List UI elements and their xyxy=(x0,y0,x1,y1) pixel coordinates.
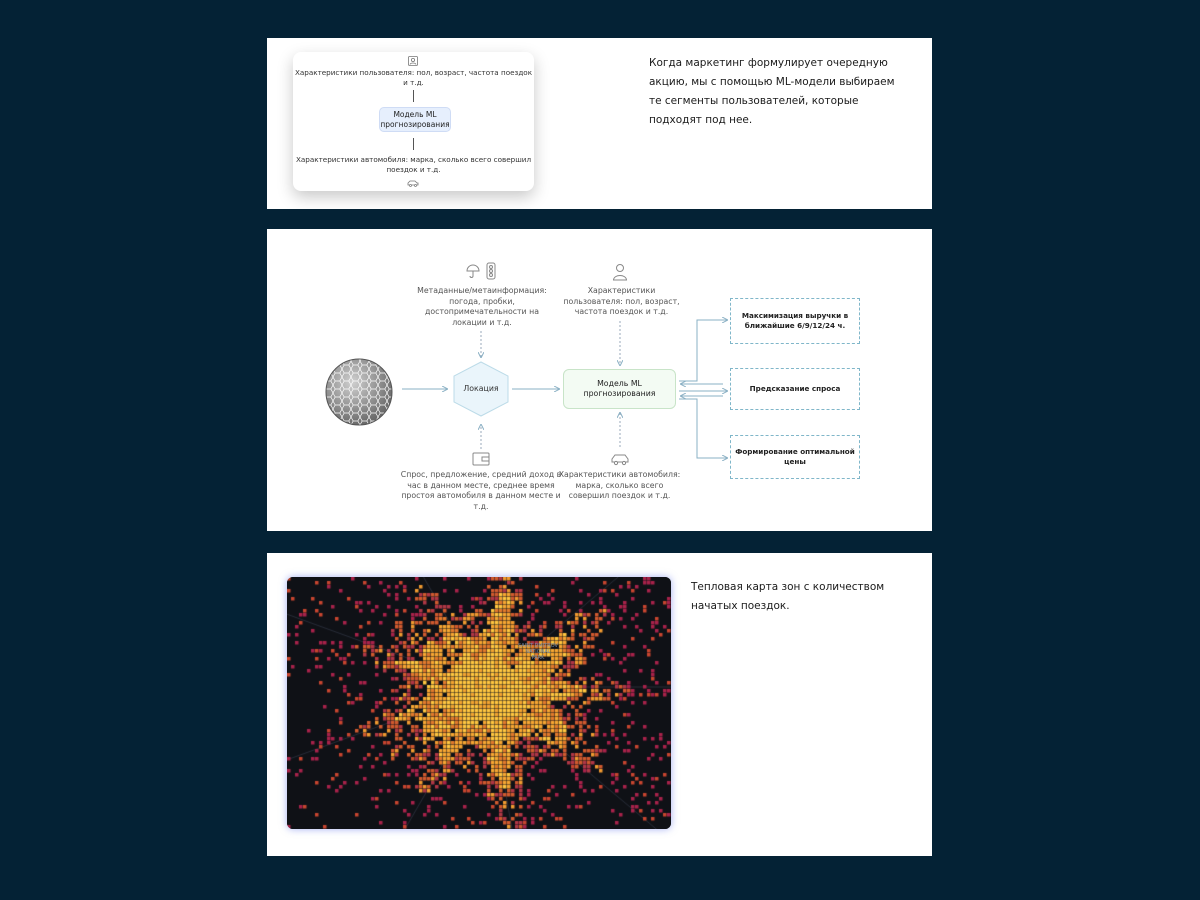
car-icon xyxy=(407,178,419,188)
user-icon xyxy=(612,263,628,281)
car-characteristics-label: Характеристики автомобиля: марка, сколько всего совершил поездок и т.д. xyxy=(295,155,532,174)
panel-heatmap xyxy=(267,553,932,856)
panel-ml-segments xyxy=(267,38,932,209)
output-demand-label: Предсказание спроса xyxy=(749,384,841,393)
map-park-label xyxy=(513,643,563,661)
trip-heatmap xyxy=(287,577,671,829)
map-label-line: PARK xyxy=(531,655,545,661)
output-demand-box xyxy=(730,368,860,410)
location-label: Локация xyxy=(463,384,499,393)
map-label-line: SAINT DMITROV xyxy=(518,643,558,649)
user-characteristics-label: Характеристики пользователя: пол, возраст, частота поездок и т.д. xyxy=(294,68,533,87)
ml-model-box: Модель ML прогнозирования xyxy=(563,369,676,409)
output-price-label: Формирование оптимальной цены xyxy=(735,447,855,466)
output-revenue-box xyxy=(730,298,860,344)
output-revenue-label: Максимизация выручки в ближайшие 6/9/12/24 ч. xyxy=(741,311,849,330)
user-icon xyxy=(407,56,419,66)
ml-model-box: Модель ML прогнозирования xyxy=(379,107,451,132)
arrow-down xyxy=(413,90,414,102)
traffic-light-icon xyxy=(485,262,497,280)
globe-icon xyxy=(324,357,394,427)
user-characteristics-label: Характеристики пользователя: пол, возраст, частота поездок и т.д. xyxy=(563,286,680,316)
heatmap-canvas xyxy=(287,577,671,829)
metadata-label: Метаданные/метаинформация: погода, пробки, достопримечательности на локации и т.д. xyxy=(417,286,547,327)
car-icon xyxy=(610,452,630,466)
ml-model-card xyxy=(293,52,534,191)
segments-description: Когда маркетинг формулирует очередную акцию, мы с помощью ML-модели выбираем те сегменты пользователей, которые подходят под нее. xyxy=(649,57,895,126)
arrow-up xyxy=(413,138,414,150)
heatmap-description: Тепловая карта зон с количеством начатых поездок. xyxy=(691,581,885,612)
car-characteristics-label: Характеристики автомобиля: марка, сколько всего совершил поездок и т.д. xyxy=(558,470,681,500)
wallet-icon xyxy=(472,452,490,466)
map-label-line: NATIONAL xyxy=(525,649,551,655)
panel-ml-diagram xyxy=(267,229,932,531)
demand-label: Спрос, предложение, средний доход в час в данном месте, среднее время простоя автомобиля в данном месте и т.д. xyxy=(400,470,562,511)
output-price-box xyxy=(730,435,860,479)
umbrella-icon xyxy=(465,263,481,279)
